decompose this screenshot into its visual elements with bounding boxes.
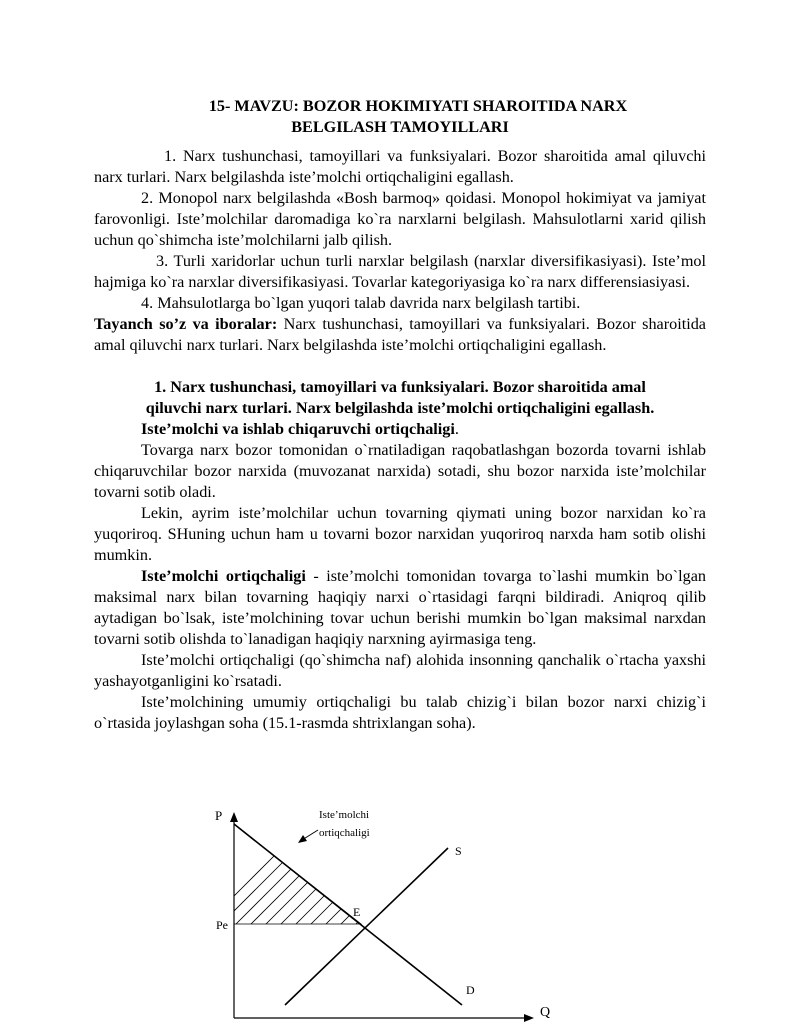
document-body — [94, 96, 706, 734]
q-axis-arrow — [524, 1014, 534, 1022]
keywords-text: Narx tushunchasi, tamoyillari va funksiyalari. Bozor sharoitida amal qiluvchi narx turlari. Narx belgilashda iste’molchi ortiqchaligini egallash. — [94, 315, 706, 354]
supply-line — [285, 848, 448, 1005]
plan-item-3: 3. Turli xaridorlar uchun turli narxlar belgilash (narxlar diversifikasiyasi). Iste’mol hajmiga ko`ra narxlar diversifikasiyasi. Tovarlar kategoriyasiga ko`ra narx differensiasiyasi. — [94, 252, 706, 291]
subheading: Iste’molchi va ishlab chiqaruvchi ortiqchaligi — [141, 420, 455, 438]
demand-label: D — [466, 983, 475, 997]
annotation-line2: ortiqchaligi — [319, 827, 370, 839]
subheading-end: . — [454, 420, 459, 438]
demand-line — [234, 824, 462, 1005]
supply-label: S — [455, 844, 462, 858]
topic-title-line1: 15- MAVZU: BOZOR HOKIMIYATI SHAROITIDA NARX — [208, 97, 628, 115]
supply-demand-diagram — [190, 800, 570, 1030]
section-heading-line1: 1. Narx tushunchasi, tamoyillari va funksiyalari. Bozor sharoitida amal — [154, 378, 646, 396]
subheading-paragraph — [94, 419, 706, 440]
q-axis-label: Q — [540, 1005, 551, 1020]
annotation-line1: Iste’molchi — [319, 809, 370, 821]
plan-item-4: 4. Mahsulotlarga bo`lgan yuqori talab davrida narx belgilash tartibi. — [141, 294, 581, 312]
p-axis-arrow — [230, 812, 238, 822]
paragraph-1: Tovarga narx bozor tomonidan o`rnatiladigan raqobatlashgan bozorda tovarni ishlab chiqaruvchilar bozor narxida (muvozanat narxida) sotadi, shu bozor narxida iste’molchilar tovarni sotib oladi. — [94, 441, 706, 501]
pe-label: Pe — [216, 918, 228, 932]
supply-demand-figure — [190, 800, 570, 1030]
plan-item-1: 1. Narx tushunchasi, tamoyillari va funksiyalari. Bozor sharoitida amal qiluvchi narx turlari. Narx belgilashda iste’molchi ortiqchaligini egallash. — [94, 147, 706, 186]
paragraph-3-text: - iste’molchi tomonidan tovarga to`lashi mumkin bo`lgan maksimal narx bilan tovarning haqiqiy narxi o`rtasidagi farqni bildiradi. Aniqroq qilib aytadigan bo`lsak, iste’molchining tovar uchun berishi mumkin bo`lgan maksimal narxdan tovarni sotib olishda to`lanadigan haqiqiy narxning ayirmasiga teng. — [94, 567, 706, 648]
paragraph-4: Iste’molchi ortiqchaligi (qo`shimcha naf) alohida insonning qanchalik o`rtacha yaxshi yashayotganligini ko`rsatadi. — [94, 651, 706, 690]
paragraph-5: Iste’molchining umumiy ortiqchaligi bu talab chizig`i bilan bozor narxi chizig`i o`rtasida joylashgan soha (15.1-rasmda shtrixlangan soha). — [94, 693, 706, 732]
plan-item-2: 2. Monopol narx belgilashda «Bosh barmoq» qoidasi. Monopol hokimiyat va jamiyat farovonligi. Iste’molchilar daromadiga ko`ra narxlarni belgilash. Mahsulotlarni xarid qilish uchun qo`shimcha iste’molchilarni jalb qilish. — [94, 189, 706, 249]
annotation-arrowhead — [298, 835, 307, 843]
paragraph-2: Lekin, ayrim iste’molchilar uchun tovarning qiymati uning bozor narxidan ko`ra yuqoriroq. SHuning uchun ham u tovarni bozor narxidan yuqoriroq narxda ham sotib olishi mumkin. — [94, 504, 706, 564]
equilibrium-label: E — [353, 905, 361, 919]
keywords-label: Tayanch so’z va iboralar: — [94, 315, 278, 333]
keywords-paragraph — [94, 314, 706, 356]
topic-title-line2: BELGILASH TAMOYILLARI — [291, 118, 509, 136]
section-heading-line2: qiluvchi narx turlari. Narx belgilashda iste’molchi ortiqchaligini egallash. — [145, 399, 655, 417]
p-axis-label: P — [215, 808, 223, 823]
paragraph-3 — [94, 566, 706, 650]
term-consumer-surplus: Iste’molchi ortiqchaligi — [141, 567, 306, 585]
